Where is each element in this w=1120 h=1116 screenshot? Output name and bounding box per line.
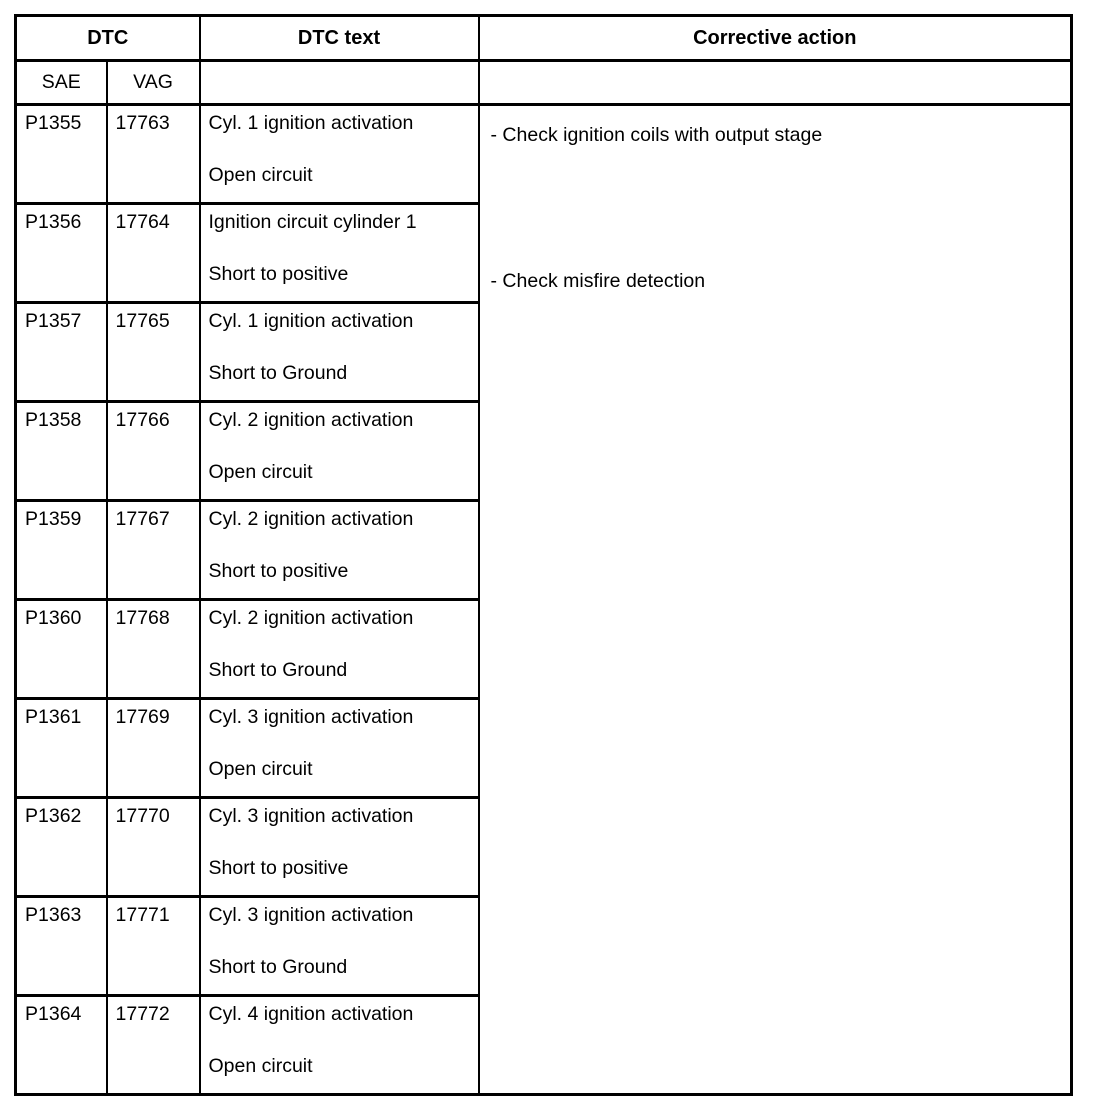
dtc-text-cell bbox=[200, 204, 479, 303]
corrective-action-line2: - Check misfire detection bbox=[490, 270, 706, 292]
dtc-text-line1: Cyl. 2 ignition activation bbox=[208, 508, 414, 530]
subheader-sae: SAE bbox=[16, 61, 107, 105]
sae-code: P1360 bbox=[16, 600, 107, 699]
dtc-text-cell bbox=[200, 402, 479, 501]
sae-code: P1359 bbox=[16, 501, 107, 600]
table-subheader-row bbox=[16, 61, 1072, 105]
dtc-text-line2: Short to positive bbox=[208, 857, 349, 879]
vag-code: 17771 bbox=[107, 897, 200, 996]
dtc-text-cell bbox=[200, 699, 479, 798]
dtc-text-line2: Short to Ground bbox=[208, 362, 348, 384]
dtc-text-line2: Short to Ground bbox=[208, 659, 348, 681]
sae-code: P1362 bbox=[16, 798, 107, 897]
dtc-text-line2: Short to Ground bbox=[208, 956, 348, 978]
dtc-text-line2: Open circuit bbox=[208, 164, 313, 186]
dtc-text-line1: Cyl. 4 ignition activation bbox=[208, 1003, 414, 1025]
vag-code: 17764 bbox=[107, 204, 200, 303]
header-corrective-action: Corrective action bbox=[479, 16, 1072, 61]
dtc-text-cell bbox=[200, 501, 479, 600]
dtc-table bbox=[14, 14, 1073, 1096]
dtc-text-line1: Cyl. 2 ignition activation bbox=[208, 409, 414, 431]
dtc-text-line2: Short to positive bbox=[208, 560, 349, 582]
sae-code: P1355 bbox=[16, 105, 107, 204]
dtc-text-cell bbox=[200, 897, 479, 996]
vag-code: 17768 bbox=[107, 600, 200, 699]
vag-code: 17765 bbox=[107, 303, 200, 402]
dtc-text-line1: Cyl. 3 ignition activation bbox=[208, 706, 414, 728]
dtc-text-line2: Open circuit bbox=[208, 461, 313, 483]
subheader-corrective-empty bbox=[479, 61, 1072, 105]
sae-code: P1358 bbox=[16, 402, 107, 501]
dtc-text-line2: Short to positive bbox=[208, 263, 349, 285]
dtc-text-line2: Open circuit bbox=[208, 758, 313, 780]
dtc-text-line1: Ignition circuit cylinder 1 bbox=[208, 211, 417, 233]
vag-code: 17772 bbox=[107, 996, 200, 1095]
dtc-text-cell bbox=[200, 303, 479, 402]
dtc-text-line1: Cyl. 3 ignition activation bbox=[208, 805, 414, 827]
sae-code: P1363 bbox=[16, 897, 107, 996]
dtc-text-line1: Cyl. 3 ignition activation bbox=[208, 904, 414, 926]
corrective-action-line1: - Check ignition coils with output stage bbox=[490, 124, 823, 146]
sae-code: P1364 bbox=[16, 996, 107, 1095]
dtc-text-line2: Open circuit bbox=[208, 1055, 313, 1077]
header-dtc-text: DTC text bbox=[200, 16, 479, 61]
dtc-text-line1: Cyl. 1 ignition activation bbox=[208, 310, 414, 332]
sae-code: P1361 bbox=[16, 699, 107, 798]
dtc-text-line1: Cyl. 2 ignition activation bbox=[208, 607, 414, 629]
vag-code: 17769 bbox=[107, 699, 200, 798]
sae-code: P1357 bbox=[16, 303, 107, 402]
table-row bbox=[16, 105, 1072, 204]
dtc-text-cell bbox=[200, 996, 479, 1095]
subheader-dtc-text-empty bbox=[200, 61, 479, 105]
table-header-row bbox=[16, 16, 1072, 61]
header-dtc: DTC bbox=[16, 16, 200, 61]
vag-code: 17767 bbox=[107, 501, 200, 600]
corrective-action-cell bbox=[479, 105, 1072, 1095]
dtc-text-line1: Cyl. 1 ignition activation bbox=[208, 112, 414, 134]
vag-code: 17766 bbox=[107, 402, 200, 501]
dtc-text-cell bbox=[200, 600, 479, 699]
vag-code: 17763 bbox=[107, 105, 200, 204]
subheader-vag: VAG bbox=[107, 61, 200, 105]
sae-code: P1356 bbox=[16, 204, 107, 303]
dtc-text-cell bbox=[200, 798, 479, 897]
dtc-text-cell bbox=[200, 105, 479, 204]
vag-code: 17770 bbox=[107, 798, 200, 897]
